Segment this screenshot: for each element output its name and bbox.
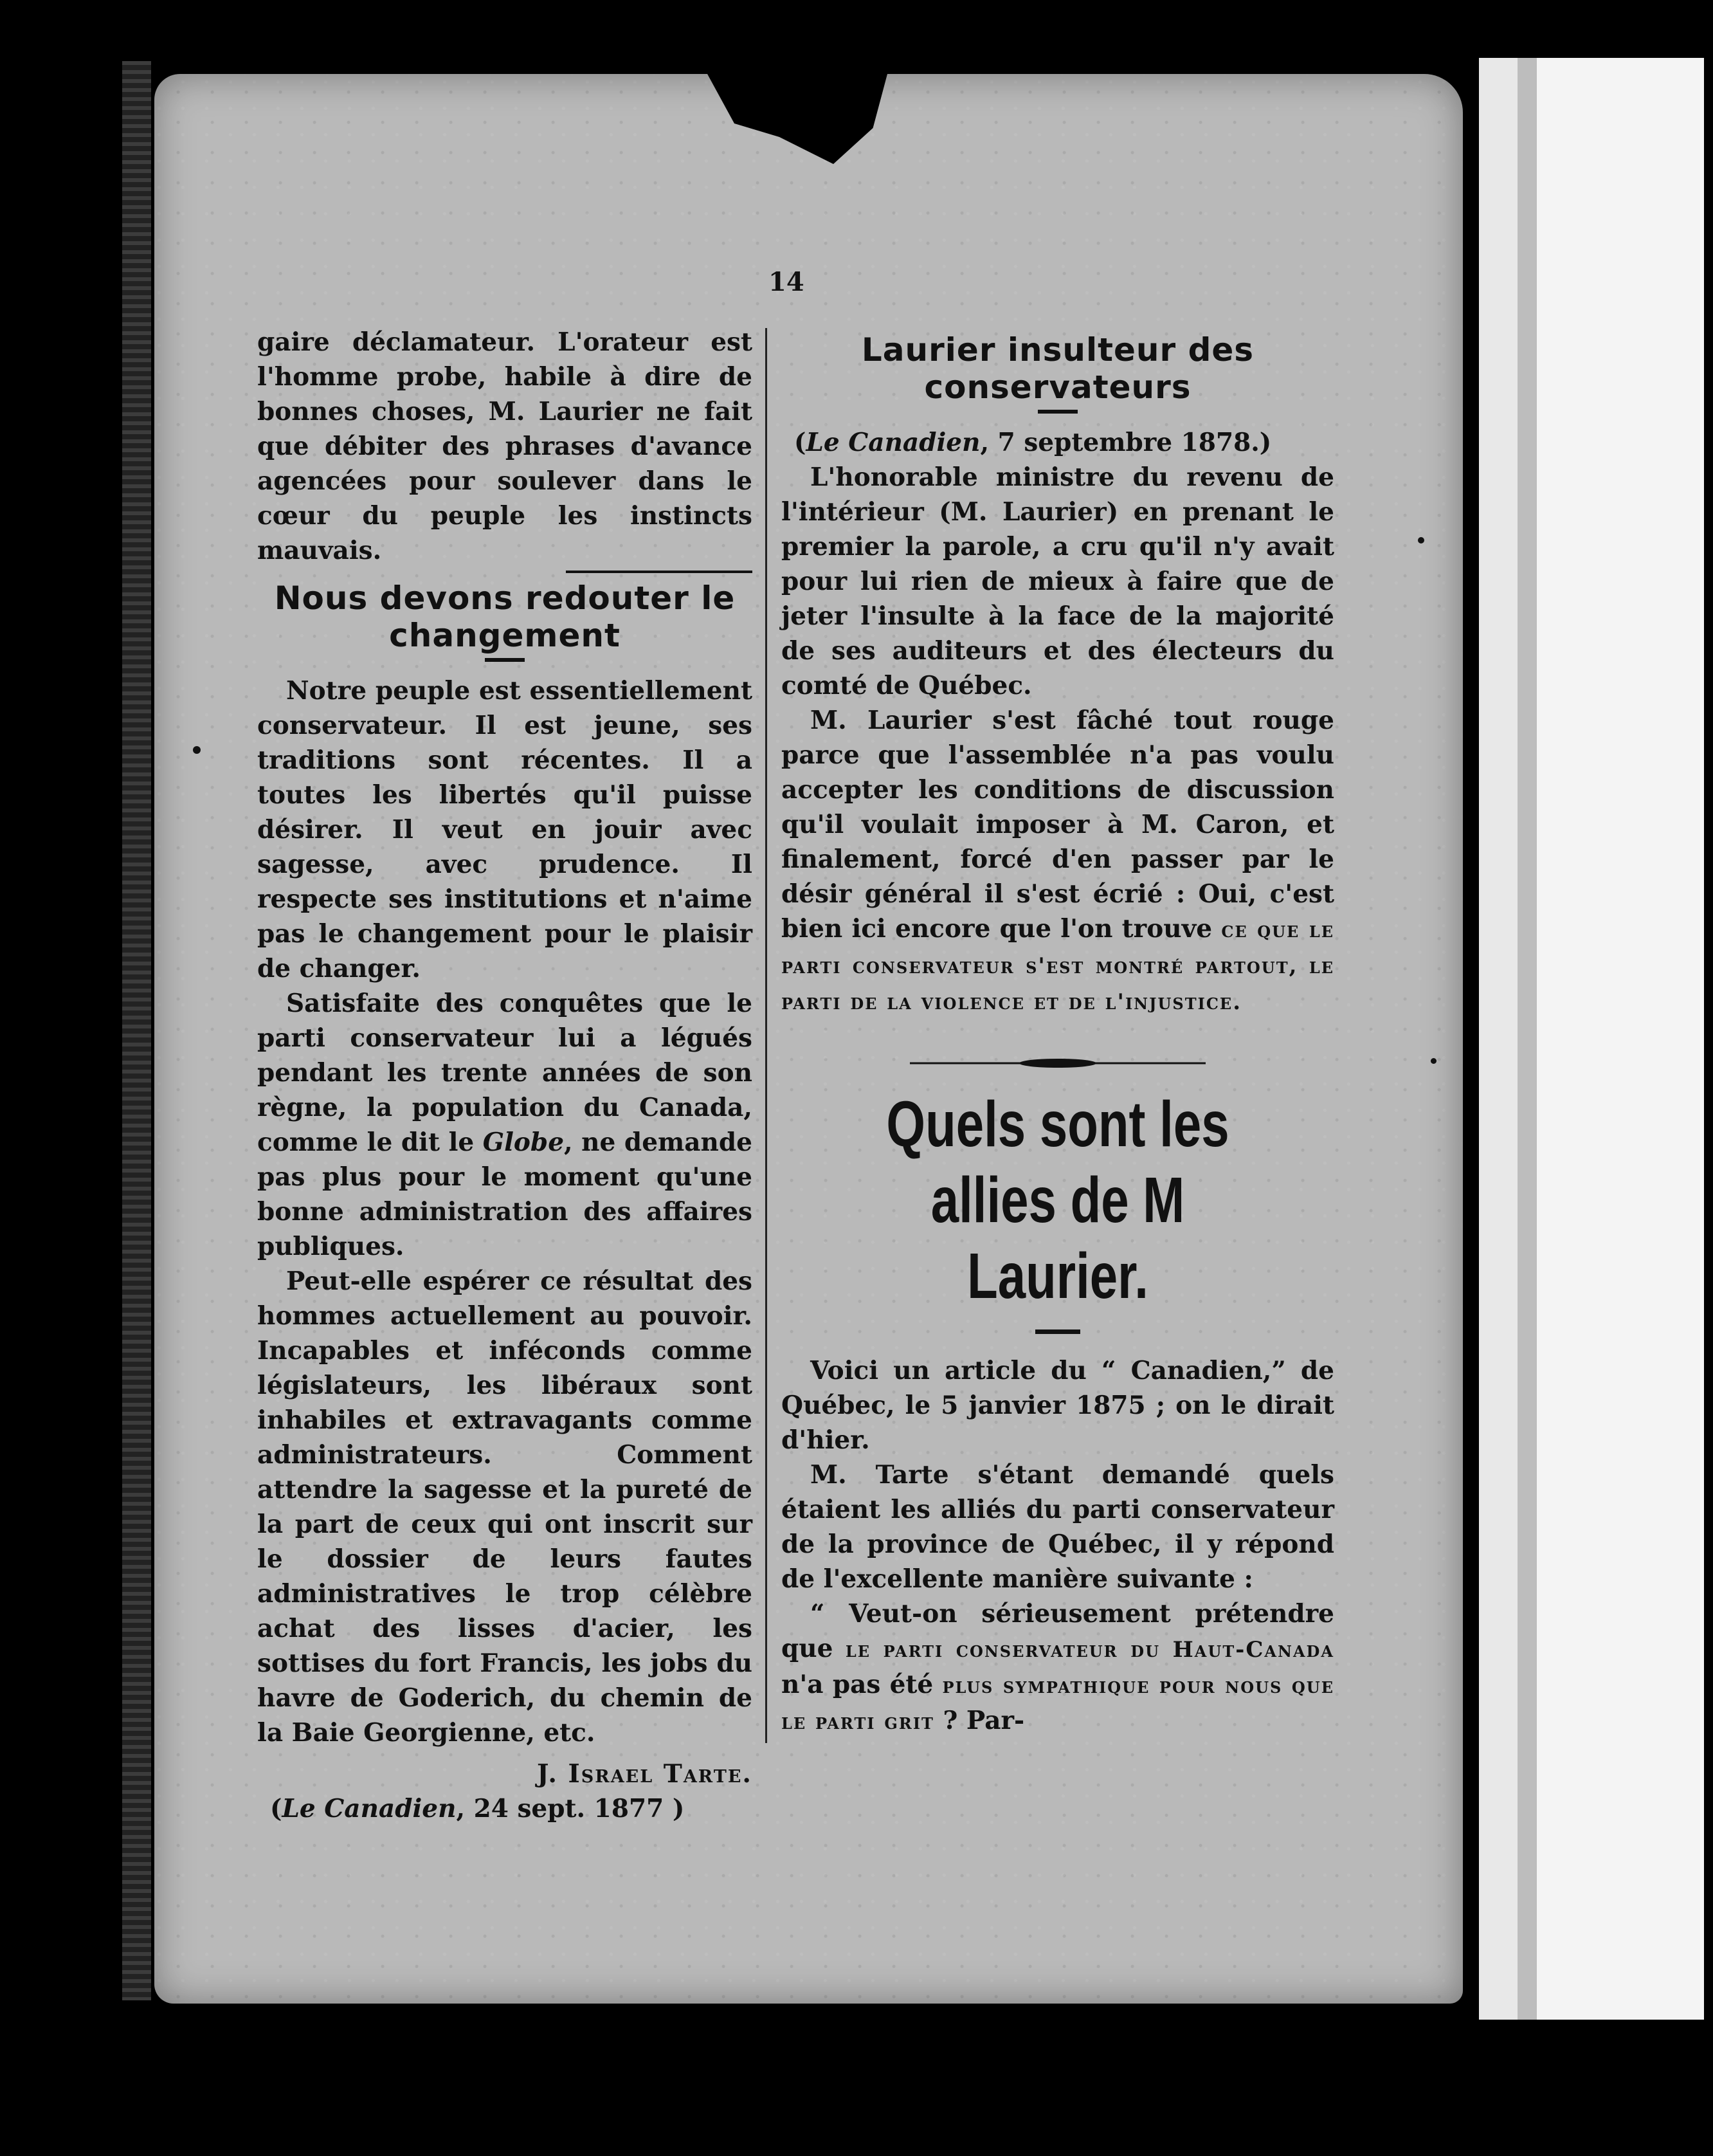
paragraph: M. Laurier s'est fâché tout rouge parce que l'assemblée n'a pas voulu accepter les conditions de discussion qu'il voulait imposer à M. Caron, et finalement, forcé d'en passer par le désir général il s'est écrié : Oui, c'est bien ici encore que l'on trouve ce que le parti conservateur s'est montré partout, le parti de la violence et de l'injustice. — [781, 706, 1334, 1015]
paragraph: Peut-elle espérer ce résultat des hommes actuellement au pouvoir. Incapables et inféconds comme législateurs, les libéraux sont inhabiles et extravagants comme administrateurs. Comment attendre la sagesse et la pureté de la part de ceux qui ont inscrit sur le dossier de leurs fautes administratives le trop célèbre achat des lisses d'acier, les sottises du fort Francis, les jobs du havre de Goderich, du chemin de la Baie Georgienne, etc. — [257, 1266, 752, 1748]
right-column — [781, 325, 1334, 1739]
paragraph: Voici un article du “ Canadien,” de Québec, le 5 janvier 1875 ; on le dirait d'hier. — [781, 1356, 1334, 1455]
paragraph: M. Tarte s'étant demandé quels étaient les alliés du parti conservateur de la province de Québec, il y répond de l'excellente manière suivante : — [781, 1460, 1334, 1594]
signature: J. Israel Tarte. — [536, 1759, 752, 1789]
intro-paragraph: gaire déclamateur. L'orateur est l'homme probe, habile à dire de bonnes choses, M. Laurier ne fait que débiter des phrases d'avance agencées pour soulever dans le cœur du peuple les instincts mauvais. — [257, 327, 752, 565]
ink-speck — [1418, 537, 1424, 544]
column-divider — [765, 328, 767, 1743]
small-caps-text: ce que le parti conservateur s'est montré partout, le parti de la violence et de l'injustice. — [781, 917, 1334, 1015]
main-heading-allies: Quels sont les allies de M Laurier. — [886, 1088, 1229, 1312]
section-heading-changement: Nous devons redouter le changement — [274, 580, 736, 654]
heading-dash — [485, 658, 525, 662]
paragraph: L'honorable ministre du revenu de l'intérieur (M. Laurier) en prenant le premier la parole, a cru qu'il n'y avait pour lui rien de mieux à faire que de jeter l'insulte à la face de la majorité de ses auditeurs et des électeurs du comté de Québec. — [781, 462, 1334, 700]
paragraph: Notre peuple est essentiellement conservateur. Il est jeune, ses traditions sont récentes. Il a toutes les libertés qu'il puisse désirer. Il veut en jouir avec sagesse, avec prudence. Il respecte ses institutions et n'aime pas le changement pour le plaisir de changer. — [257, 676, 752, 983]
paragraph: Satisfaite des conquêtes que le parti conservateur lui a légués pendant les trente années de son règne, la population du Canada, comme le dit le Globe, ne demande pas plus pour le moment qu'une bonne administration des affaires publiques. — [257, 989, 752, 1261]
heading-dash — [1038, 410, 1078, 414]
page-number: 14 — [768, 267, 804, 297]
heading-dash — [1035, 1329, 1080, 1334]
ornament-divider — [781, 1045, 1334, 1080]
source-citation: (Le Canadien, 24 sept. 1877 ) — [270, 1794, 685, 1823]
paragraph: “ Veut-on sérieusement prétendre que le parti conservateur du Haut-Canada n'a pas été plus sympathique pour nous que le parti grit ? Par- — [781, 1599, 1335, 1735]
document-page — [154, 74, 1463, 2004]
source-citation: (Le Canadien, 7 septembre 1878.) — [794, 428, 1272, 457]
film-edge-left — [122, 61, 151, 2000]
section-rule — [566, 571, 752, 573]
globe-title: Globe — [482, 1128, 565, 1157]
section-heading-insulteur: Laurier insulteur des conservateurs — [861, 331, 1255, 406]
torn-corner — [707, 74, 887, 164]
left-column — [257, 325, 752, 1826]
ink-speck — [1431, 1058, 1437, 1064]
ink-speck — [193, 746, 201, 754]
adjacent-page-edge — [1479, 58, 1704, 2020]
